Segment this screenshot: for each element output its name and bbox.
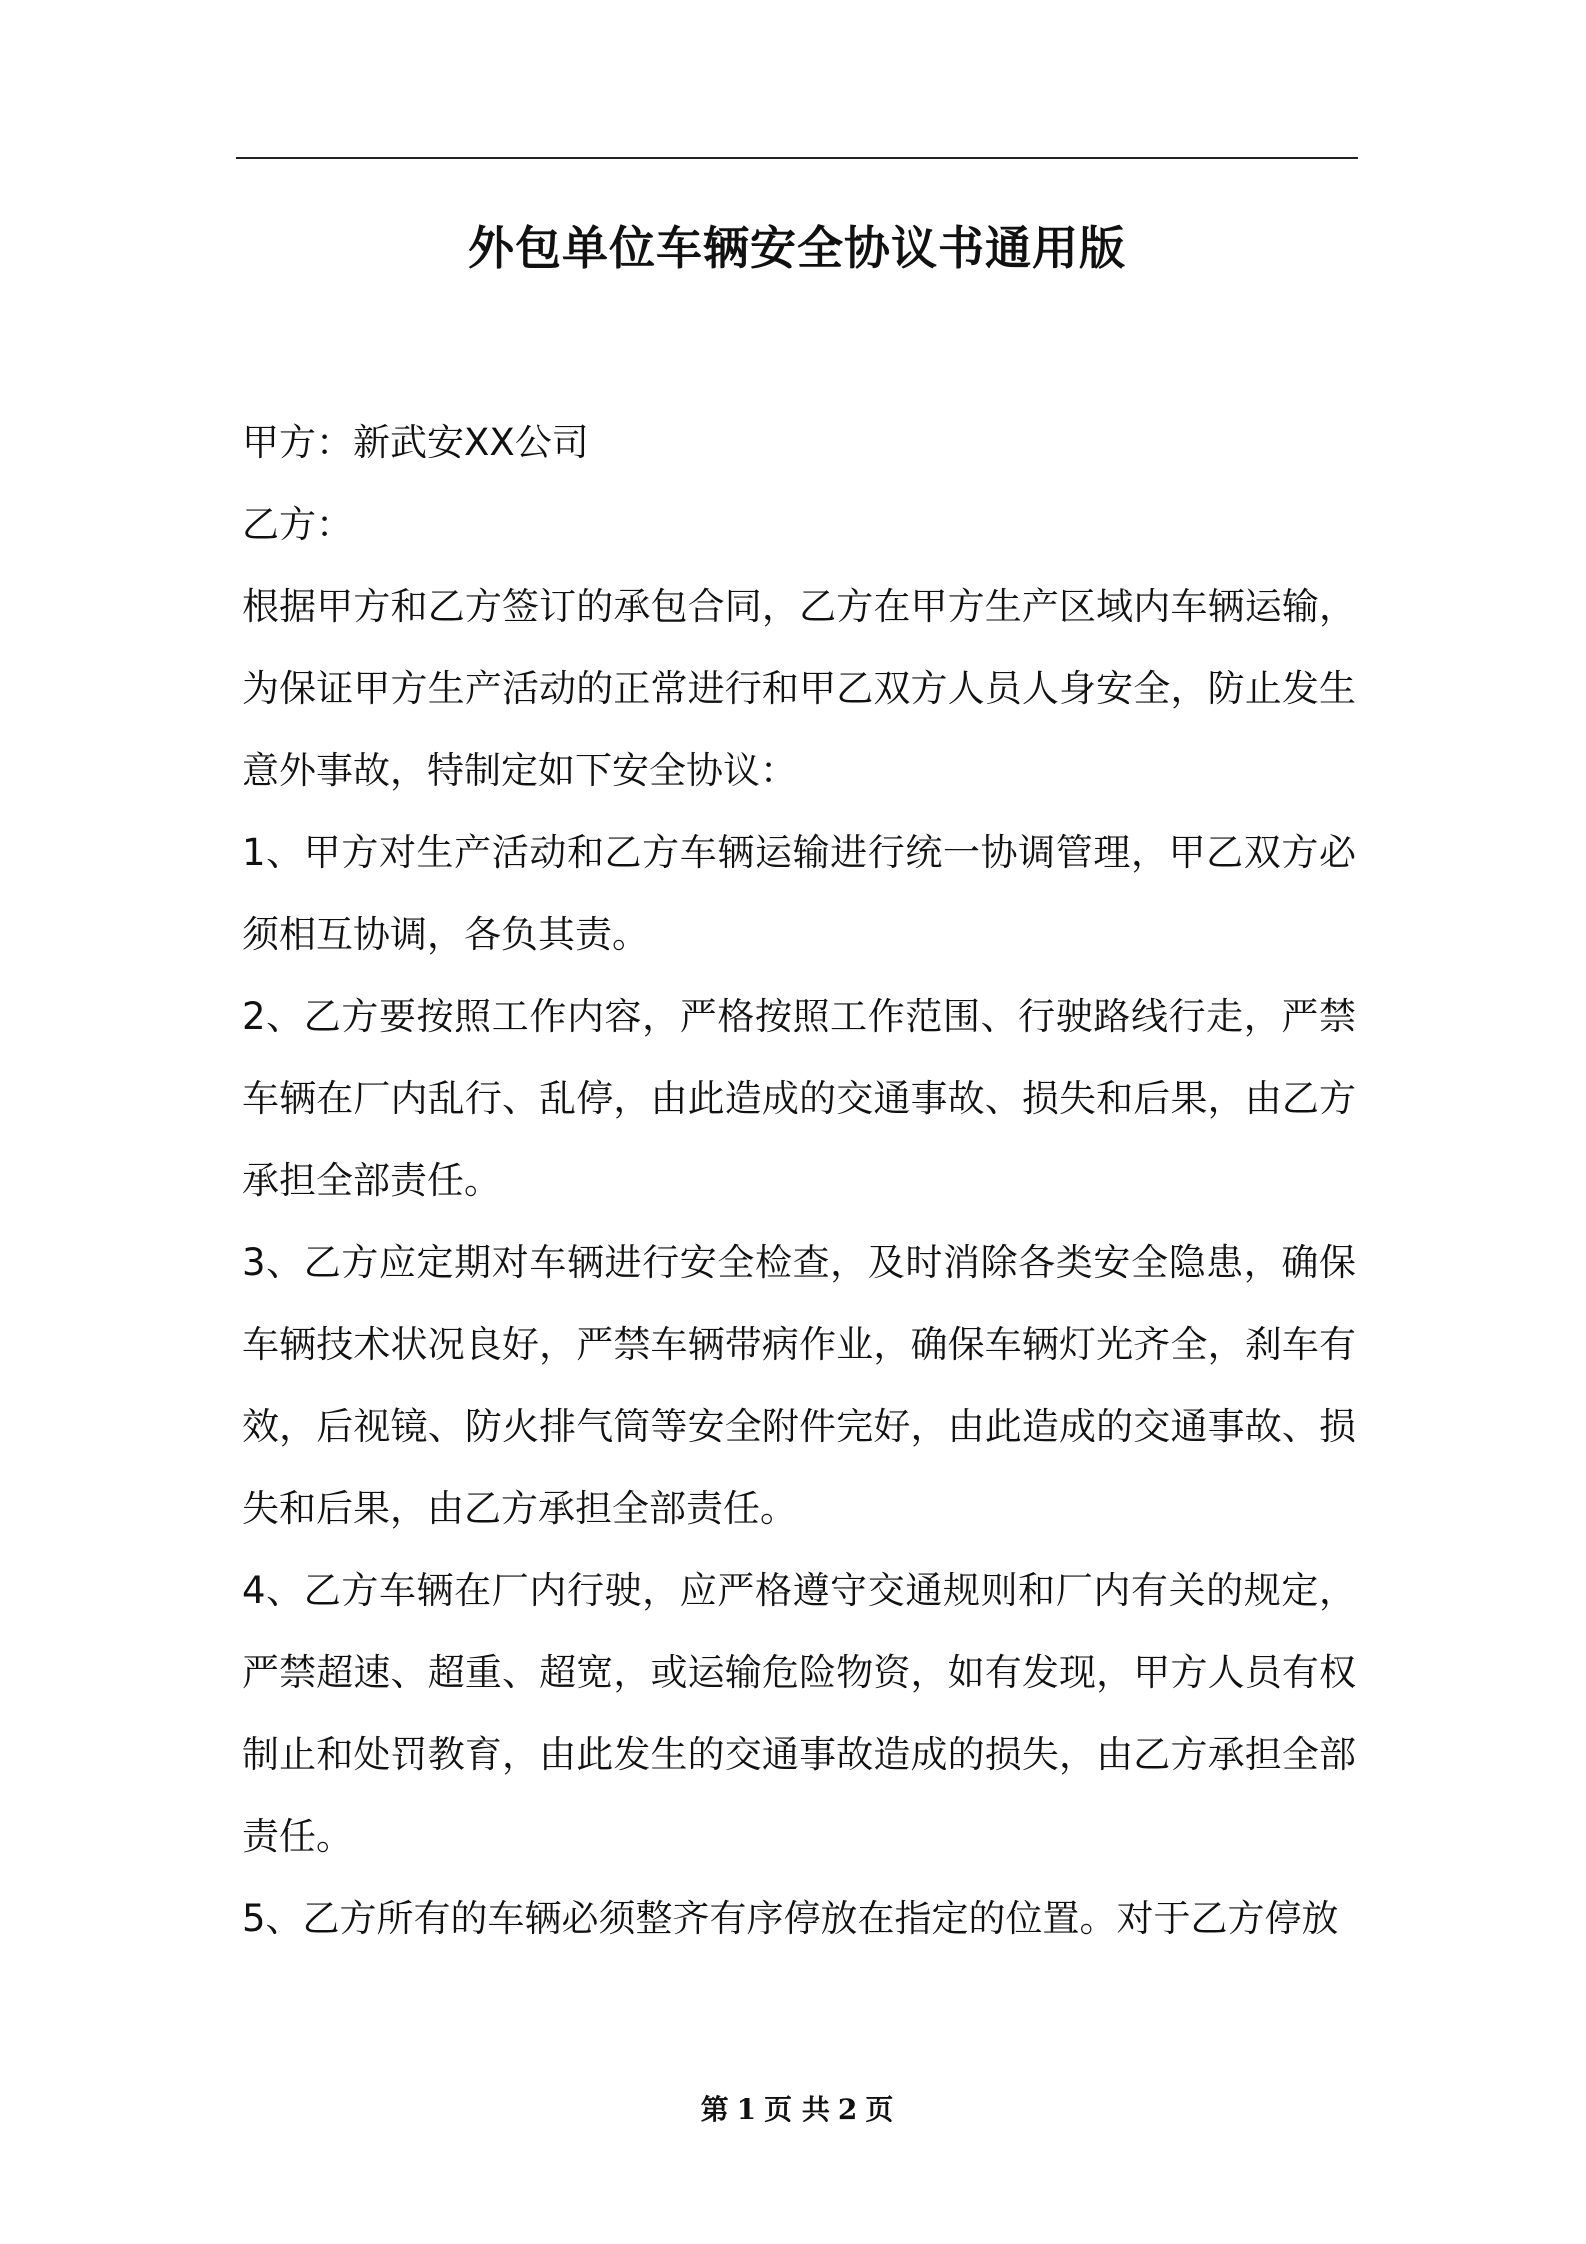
clause-1: 1、甲方对生产活动和乙方车辆运输进行统一协调管理，甲乙双方必须相互协调，各负其责。 [242,831,1356,956]
total-pages-number: 2 [837,2093,858,2126]
current-page-number: 1 [736,2093,757,2126]
party-a-line: 甲方：新武安XX公司 [242,421,589,464]
preamble-paragraph: 根据甲方和乙方签订的承包合同，乙方在甲方生产区域内车辆运输，为保证甲方生产活动的正常进行和甲乙双方人员人身安全，防止发生意外事故，特制定如下安全协议： [242,585,1356,792]
document-title: 外包单位车辆安全协议书通用版 [468,221,1126,275]
footer-prefix: 第 [700,2093,729,2126]
footer-suffix: 页 [865,2093,894,2126]
header-rule [236,157,1358,159]
clause-3: 3、乙方应定期对车辆进行安全检查，及时消除各类安全隐患，确保车辆技术状况良好，严禁车辆带病作业，确保车辆灯光齐全，刹车有效，后视镜、防火排气筒等安全附件完好，由此造成的交通事故、损失和后果，由乙方承担全部责任。 [242,1241,1356,1530]
page-footer [236,2090,1358,2130]
clause-4: 4、乙方车辆在厂内行驶，应严格遵守交通规则和厂内有关的规定，严禁超速、超重、超宽，或运输危险物资，如有发现，甲方人员有权制止和处罚教育，由此发生的交通事故造成的损失，由乙方承担全部责任。 [242,1569,1356,1858]
document-body [242,402,1356,1960]
clause-2: 2、乙方要按照工作内容，严格按照工作范围、行驶路线行走，严禁车辆在厂内乱行、乱停，由此造成的交通事故、损失和后果，由乙方承担全部责任。 [242,995,1356,1202]
party-b-line: 乙方： [242,503,353,546]
footer-mid: 页 共 [764,2093,830,2126]
clause-5: 5、乙方所有的车辆必须整齐有序停放在指定的位置。对于乙方停放 [242,1897,1339,1940]
